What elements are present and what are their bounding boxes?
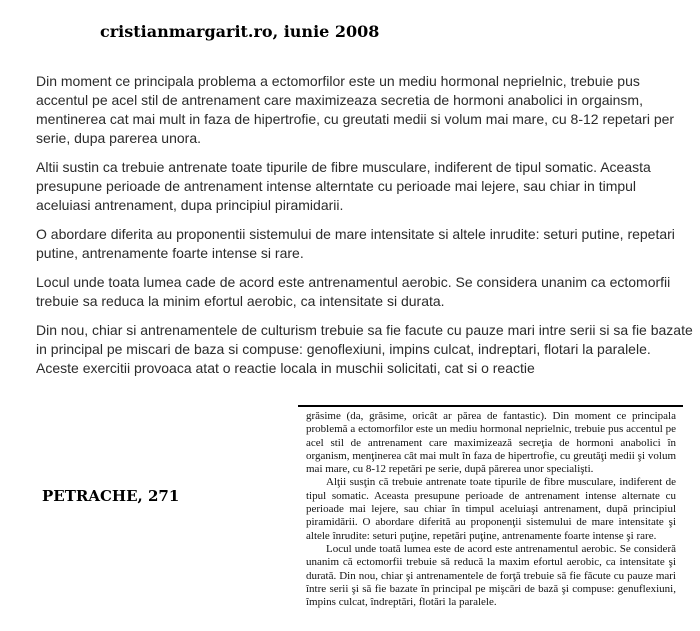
web-article: [36, 72, 694, 388]
web-source-title: cristianmargarit.ro, iunie 2008: [100, 22, 380, 41]
web-paragraph-4: Locul unde toata lumea cade de acord este antrenamentul aerobic. Se considera unanim ca ectomorfii trebuie sa reduca la minim efortul aerobic, ca intensitate si durata.: [36, 274, 671, 309]
web-paragraph-3: O abordare diferita au proponentii sistemului de mare intensitate si altele inrudite: seturi putine, repetari putine, antrenamente foarte intense si rare.: [36, 226, 675, 261]
web-paragraph-5: Din nou, chiar si antrenamentele de culturism trebuie sa fie facute cu pauze mari intre serii si sa fie bazate in principal pe miscari de baza si compuse: genoflexiuni, impins culcat, indreptari, flotari la paralele. Aceste exercitii provoaca atat o reactie locala in muschii solicitati, cat si o reactie: [36, 322, 693, 376]
section-divider: [298, 405, 683, 407]
book-excerpt: [306, 410, 676, 609]
web-paragraph-2: Altii sustin ca trebuie antrenate toate tipurile de fibre musculare, indiferent de tipul somatic. Aceasta presupune perioade de antrenament intense alterntate cu perioade mai lejere, sau chiar in timpul aceluiasi antrenament, dupa principiul piramidarii.: [36, 159, 651, 213]
book-source-label: PETRACHE, 271: [42, 487, 180, 505]
web-paragraph-1: Din moment ce principala problema a ectomorfilor este un mediu hormonal neprielnic, trebuie pus accentul pe acel stil de antrenament care maximizeaza secretia de hormoni anabolici in orgainsm, mentinerea cat mai mult in faza de hipertrofie, cu greutati medii si volum mai mare, cu 8-12 repetari per serie, dupa parerea unora.: [36, 73, 675, 146]
book-paragraph-1: grăsime (da, grăsime, oricât ar părea de fantastic). Din moment ce principala problemă a ectomorfilor este un mediu hormonal neprielnic, trebuie pus accentul pe acel stil de antrenament care maximizează secreţia de hormoni anabolici în organism, menţinerea cât mai mult în faza de hipertrofie, cu greutăţi medii şi volum mai mare, cu 8-12 repetări pe serie, după părerea unor specialişti.: [306, 410, 676, 476]
book-paragraph-3: Locul unde toată lumea este de acord este antrenamentul aerobic. Se consideră unanim că ectomorfii trebuie să reducă la maxim efortul aerobic, ca intensitate şi durată. Din nou, chiar şi antrenamentele de forţă trebuie să fie făcute cu pauze mari între serii şi să fie bazate în principal pe mişcări de bază şi compuse: genuflexiuni, împins culcat, îndreptări, flotări la paralele.: [306, 542, 676, 609]
book-paragraph-2: Alţii susţin că trebuie antrenate toate tipurile de fibre musculare, indiferent de tipul somatic. Aceasta presupune perioade de antrenament intense alternate cu perioade mai lejere, sau chiar în timpul aceluiaşi antrenament, după principiul piramidării. O abordare diferită au proponenţii sistemului de mare intensitate şi altele înrudite: seturi puţine, repetări puţine, antrenamente foarte intense şi rare.: [306, 476, 676, 542]
